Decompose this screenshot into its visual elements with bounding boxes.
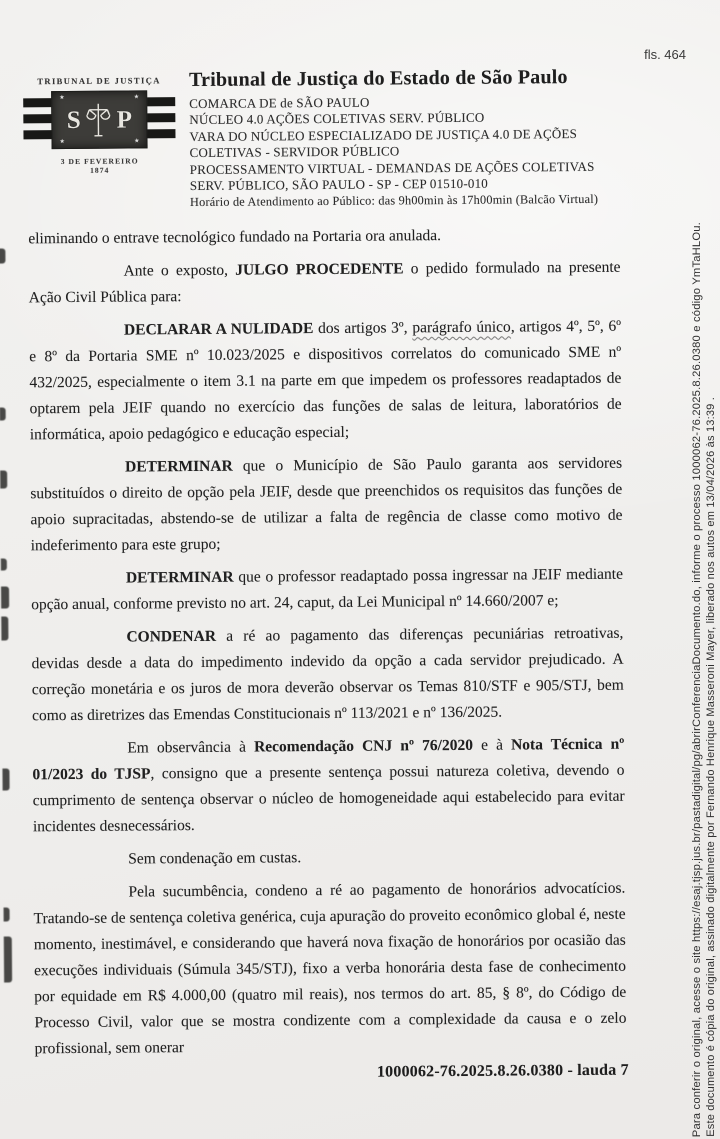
paragraph: Pela sucumbência, condeno a ré ao pagamento de honorários advocatícios. Tratando-se de sentença coletiva genérica, cuja apuração do proveito econômico global é, neste momento, inestimável, e considerando que haverá nova fixação de honorários por ocasião das execuções individuais (Súmula 345/STJ), fixo a verba honorária desta fase de conhecimento por equidade em R$ 4.000,00 (quatro mil reais), nos termos do art. 85, § 8º, do Código de Processo Civil, valor que se mostra condizente com a complexidade da causa e o zelo profissional, sem onerar — [33, 879, 627, 1058]
seal-shield — [51, 90, 147, 149]
paragraph: Sem condenação em custas. — [128, 849, 302, 868]
seal-letter-s: S — [66, 106, 81, 134]
header-line: COMARCA DE de SÃO PAULO — [189, 94, 370, 112]
paragraph: DETERMINAR que o Município de São Paulo garanta aos servidores substituídos o direito de opção pela JEIF, desde que preenchidos os requisitos das funções de apoio supracitadas, abstendo-se de utilizar a falta de regência de classe como motivo de indeferimento para este grupo; — [30, 454, 623, 555]
digital-signature-margin-text: Este documento é cópia do original, assinado digitalmente por Fernando Henrique Masseroni Mayer, liberado nos autos em 13/04/2026 às 13:39 . — [705, 397, 717, 1137]
header-line: PROCESSAMENTO VIRTUAL - DEMANDAS DE AÇÕES COLETIVAS — [189, 158, 595, 177]
paragraph: DETERMINAR que o professor readaptado possa ingressar na JEIF mediante opção anual, conforme previsto no art. 24, caput, da Lei Municipal nº 14.660/2007 e; — [31, 565, 624, 614]
scan-artifact — [1, 586, 9, 608]
court-info-lines — [189, 93, 630, 211]
paragraph: CONDENAR a ré ao pagamento das diferenças pecuniárias retroativas, devidas desde a data do impedimento indevido da opção a cada servidor prejudicado. A correção monetária e os juros de mora deverão observar os Temas 810/STF e 905/STJ, bem como as diretrizes das Emendas Constitucionais nº 113/2021 e nº 136/2025. — [31, 624, 624, 725]
header-line: COLETIVAS - SERVIDOR PÚBLICO — [189, 143, 400, 161]
scan-artifact — [2, 768, 9, 790]
court-header — [189, 66, 630, 211]
header-line: Horário de Atendimento ao Público: das 9h00min às 17h00min (Balcão Virtual) — [189, 192, 599, 210]
scan-artifact — [1, 558, 7, 570]
tjsp-seal — [23, 75, 176, 175]
paragraph: Ante o exposto, JULGO PROCEDENTE o pedido formulado na presente Ação Civil Pública para: — [28, 258, 621, 307]
paragraph: eliminando o entrave tecnológico fundado na Portaria ora anulada. — [28, 227, 442, 248]
court-title: Tribunal de Justiça do Estado de São Paulo — [188, 66, 568, 92]
sentence-body — [28, 222, 627, 1070]
document-verification-margin-text: Para conferir o original, acesse o site https://esaj.tjsp.jus.br/pastadigital/pg/abrirConferenciaDocumento.do, informe o processo 1000062-76.2025.8.26.0380 e código YmTaHLOu. — [691, 221, 703, 1137]
header-line: NÚCLEO 4.0 AÇÕES COLETIVAS SERV. PÚBLICO — [189, 110, 485, 128]
scan-artifact — [0, 248, 5, 263]
star-icon: ★ — [134, 138, 140, 145]
scan-artifact — [1, 616, 8, 640]
seal-flag — [23, 90, 175, 149]
scales-icon — [87, 102, 111, 138]
case-number-footer: 1000062-76.2025.8.26.0380 - lauda 7 — [376, 1061, 629, 1081]
seal-letter-p: P — [116, 105, 133, 134]
header-line: SERV. PÚBLICO, SÃO PAULO - SP - CEP 01510-010 — [189, 175, 489, 194]
star-icon: ★ — [133, 94, 140, 101]
scan-artifact — [4, 907, 10, 921]
seal-year: 1874 — [90, 165, 110, 175]
page-folio-label: fls. 464 — [644, 47, 686, 62]
seal-date: 3 DE FEVEREIRO — [60, 156, 139, 167]
header-line: VARA DO NÚCLEO ESPECIALIZADO DE JUSTIÇA 4.0 DE AÇÕES — [189, 125, 578, 144]
star-icon: ★ — [59, 139, 65, 146]
paragraph: DECLARAR A NULIDADE dos artigos 3º, parágrafo único, artigos 4º, 5º, 6º e 8º da Portaria SME nº 10.023/2025 e dispositivos correlatos do comunicado SME nº 432/2025, especialmente o item 3.1 na parte em que impedem os professores readaptados de optarem pela JEIF quando no exercício das funções de salas de leitura, laboratórios de informática, apoio pedagógico e educação especial; — [29, 317, 622, 444]
paragraph: Em observância à Recomendação CNJ nº 76/2020 e à Nota Técnica nº 01/2023 do TJSP, consigno que a presente sentença possui natureza coletiva, devendo o cumprimento de sentença observar o núcleo de homogeneidade aqui estabelecido para evitar incidentes desnecessários. — [32, 735, 625, 836]
scan-artifact — [4, 936, 12, 982]
scan-artifact — [0, 407, 6, 420]
star-icon: ★ — [59, 95, 65, 102]
seal-top-text: TRIBUNAL DE JUSTIÇA — [37, 75, 161, 87]
scan-artifact — [0, 470, 7, 488]
